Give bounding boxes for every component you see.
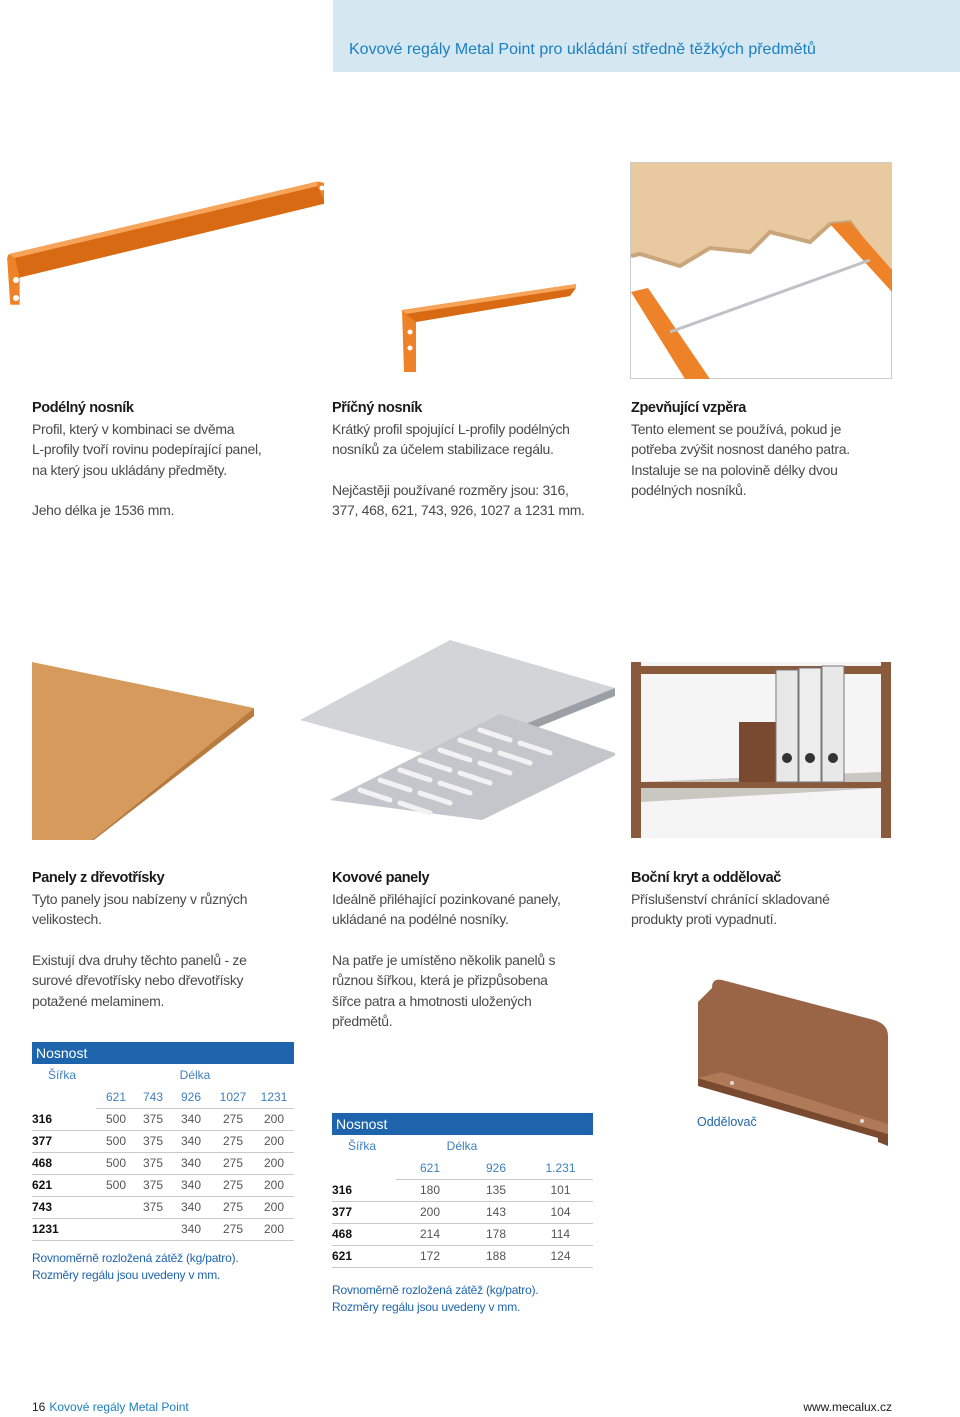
table-row: 1231 340 275 200 xyxy=(32,1218,294,1240)
table-1-note xyxy=(32,1250,239,1284)
section-title: Podélný nosník xyxy=(32,400,134,416)
metal-panel-image xyxy=(300,640,615,820)
footer-title: Kovové regály Metal Point xyxy=(49,1400,189,1414)
text-line: Profil, který v kombinaci se dvěma xyxy=(32,420,235,437)
table-row: 621 500 375 340 275 200 xyxy=(32,1174,294,1196)
section-title: Zpevňující vzpěra xyxy=(631,400,746,416)
text-line: šířce patra a hmotnosti uložených xyxy=(332,992,532,1009)
table-row: 316 500 375 340 275 200 xyxy=(32,1108,294,1130)
note-line: Rovnoměrně rozložená zátěž (kg/patro). xyxy=(32,1251,239,1265)
table-row: 377 500 375 340 275 200 xyxy=(32,1130,294,1152)
text-line: Tento element se používá, pokud je xyxy=(631,420,842,437)
text-line: na který jsou ukládány předměty. xyxy=(32,461,227,478)
column-header: 1027 xyxy=(212,1086,254,1108)
table-row: 377 200 143 104 xyxy=(332,1201,593,1223)
text-line: Ideálně přiléhající pozinkované panely, xyxy=(332,890,561,907)
note-line: Rovnoměrně rozložená zátěž (kg/patro). xyxy=(332,1283,539,1297)
text-line: předmětů. xyxy=(332,1013,393,1029)
section-title: Kovové panely xyxy=(332,870,430,886)
text-line: Instaluje se na polovině délky dvou xyxy=(631,461,838,478)
page-number: 16 xyxy=(32,1400,46,1414)
particleboard-panel-image xyxy=(32,662,254,840)
footer-url[interactable]: www.mecalux.cz xyxy=(803,1400,892,1414)
text-line: nosníků za účelem stabilizace regálu. xyxy=(332,441,554,457)
section-brace xyxy=(631,398,921,501)
text-line: L-profily tvoří rovinu podepírající panel, xyxy=(32,441,262,457)
section-longitudinal-beam xyxy=(32,398,312,521)
note-line: Rozměry regálu jsou uvedeny v mm. xyxy=(32,1268,221,1282)
text-line: Nejčastěji používané rozměry jsou: 316, xyxy=(332,481,569,498)
table-2-note xyxy=(332,1282,539,1316)
section-title: Příčný nosník xyxy=(332,400,422,416)
length-label: Délka xyxy=(179,1068,211,1082)
text-line: Krátký profil spojující L-profily podélných xyxy=(332,420,570,437)
page-title: Kovové regály Metal Point pro ukládání středně těžkých předmětů xyxy=(349,41,816,58)
text-line: surové dřevotřísky nebo dřevotřísky xyxy=(32,972,244,988)
text-line: různou šířkou, která je přizpůsobena xyxy=(332,972,548,988)
text-line: velikostech. xyxy=(32,911,102,927)
brace-image xyxy=(630,162,892,379)
table-row: 743 375 340 275 200 xyxy=(32,1196,294,1218)
capacity-table-1 xyxy=(32,1064,294,1241)
text-line: Příslušenství chránící skladované xyxy=(631,890,830,907)
column-header: 621 xyxy=(96,1086,136,1108)
divider-label: Oddělovač xyxy=(697,1115,757,1129)
width-label: Šířka xyxy=(48,1068,77,1082)
text-line: 377, 468, 621, 743, 926, 1027 a 1231 mm. xyxy=(332,502,585,518)
capacity-table-2 xyxy=(332,1135,593,1268)
footer-left xyxy=(32,1400,189,1414)
column-header: 621 xyxy=(396,1157,464,1179)
column-header: 926 xyxy=(464,1157,528,1179)
text-line: potažené melaminem. xyxy=(32,992,165,1009)
text-line: Jeho délka je 1536 mm. xyxy=(32,502,175,518)
section-particleboard xyxy=(32,868,312,1011)
capacity-table-2-header: Nosnost xyxy=(332,1113,593,1135)
column-header: 1.231 xyxy=(528,1157,593,1179)
text-line: Na patře je umístěno několik panelů s xyxy=(332,951,556,968)
column-header: 743 xyxy=(136,1086,170,1108)
section-metal-panels xyxy=(332,868,612,1032)
text-line: Existují dva druhy těchto panelů - ze xyxy=(32,951,247,968)
text-line: ukládané na podélné nosníky. xyxy=(332,911,509,927)
header-band xyxy=(333,0,960,72)
text-line: Tyto panely jsou nabízeny v různých xyxy=(32,890,248,907)
section-side-cover xyxy=(631,868,921,930)
capacity-table-1-header: Nosnost xyxy=(32,1042,294,1064)
table-row: 468 500 375 340 275 200 xyxy=(32,1152,294,1174)
column-header: 1231 xyxy=(254,1086,294,1108)
table-row: 621 172 188 124 xyxy=(332,1245,593,1267)
text-line: podélných nosníků. xyxy=(631,482,747,498)
section-cross-beam xyxy=(332,398,612,521)
width-label: Šířka xyxy=(348,1139,377,1153)
note-line: Rozměry regálu jsou uvedeny v mm. xyxy=(332,1300,521,1314)
shelf-with-binders-image xyxy=(631,662,891,838)
cross-beam-image xyxy=(400,282,580,374)
section-title: Boční kryt a oddělovač xyxy=(631,870,781,886)
text-line: potřeba zvýšit nosnost daného patra. xyxy=(631,441,850,457)
table-row: 468 214 178 114 xyxy=(332,1223,593,1245)
longitudinal-beam-image xyxy=(4,180,324,345)
table-row: 316 180 135 101 xyxy=(332,1179,593,1201)
section-title: Panely z dřevotřísky xyxy=(32,870,165,886)
column-header: 926 xyxy=(170,1086,212,1108)
length-label: Délka xyxy=(446,1139,478,1153)
text-line: produkty proti vypadnutí. xyxy=(631,911,777,927)
